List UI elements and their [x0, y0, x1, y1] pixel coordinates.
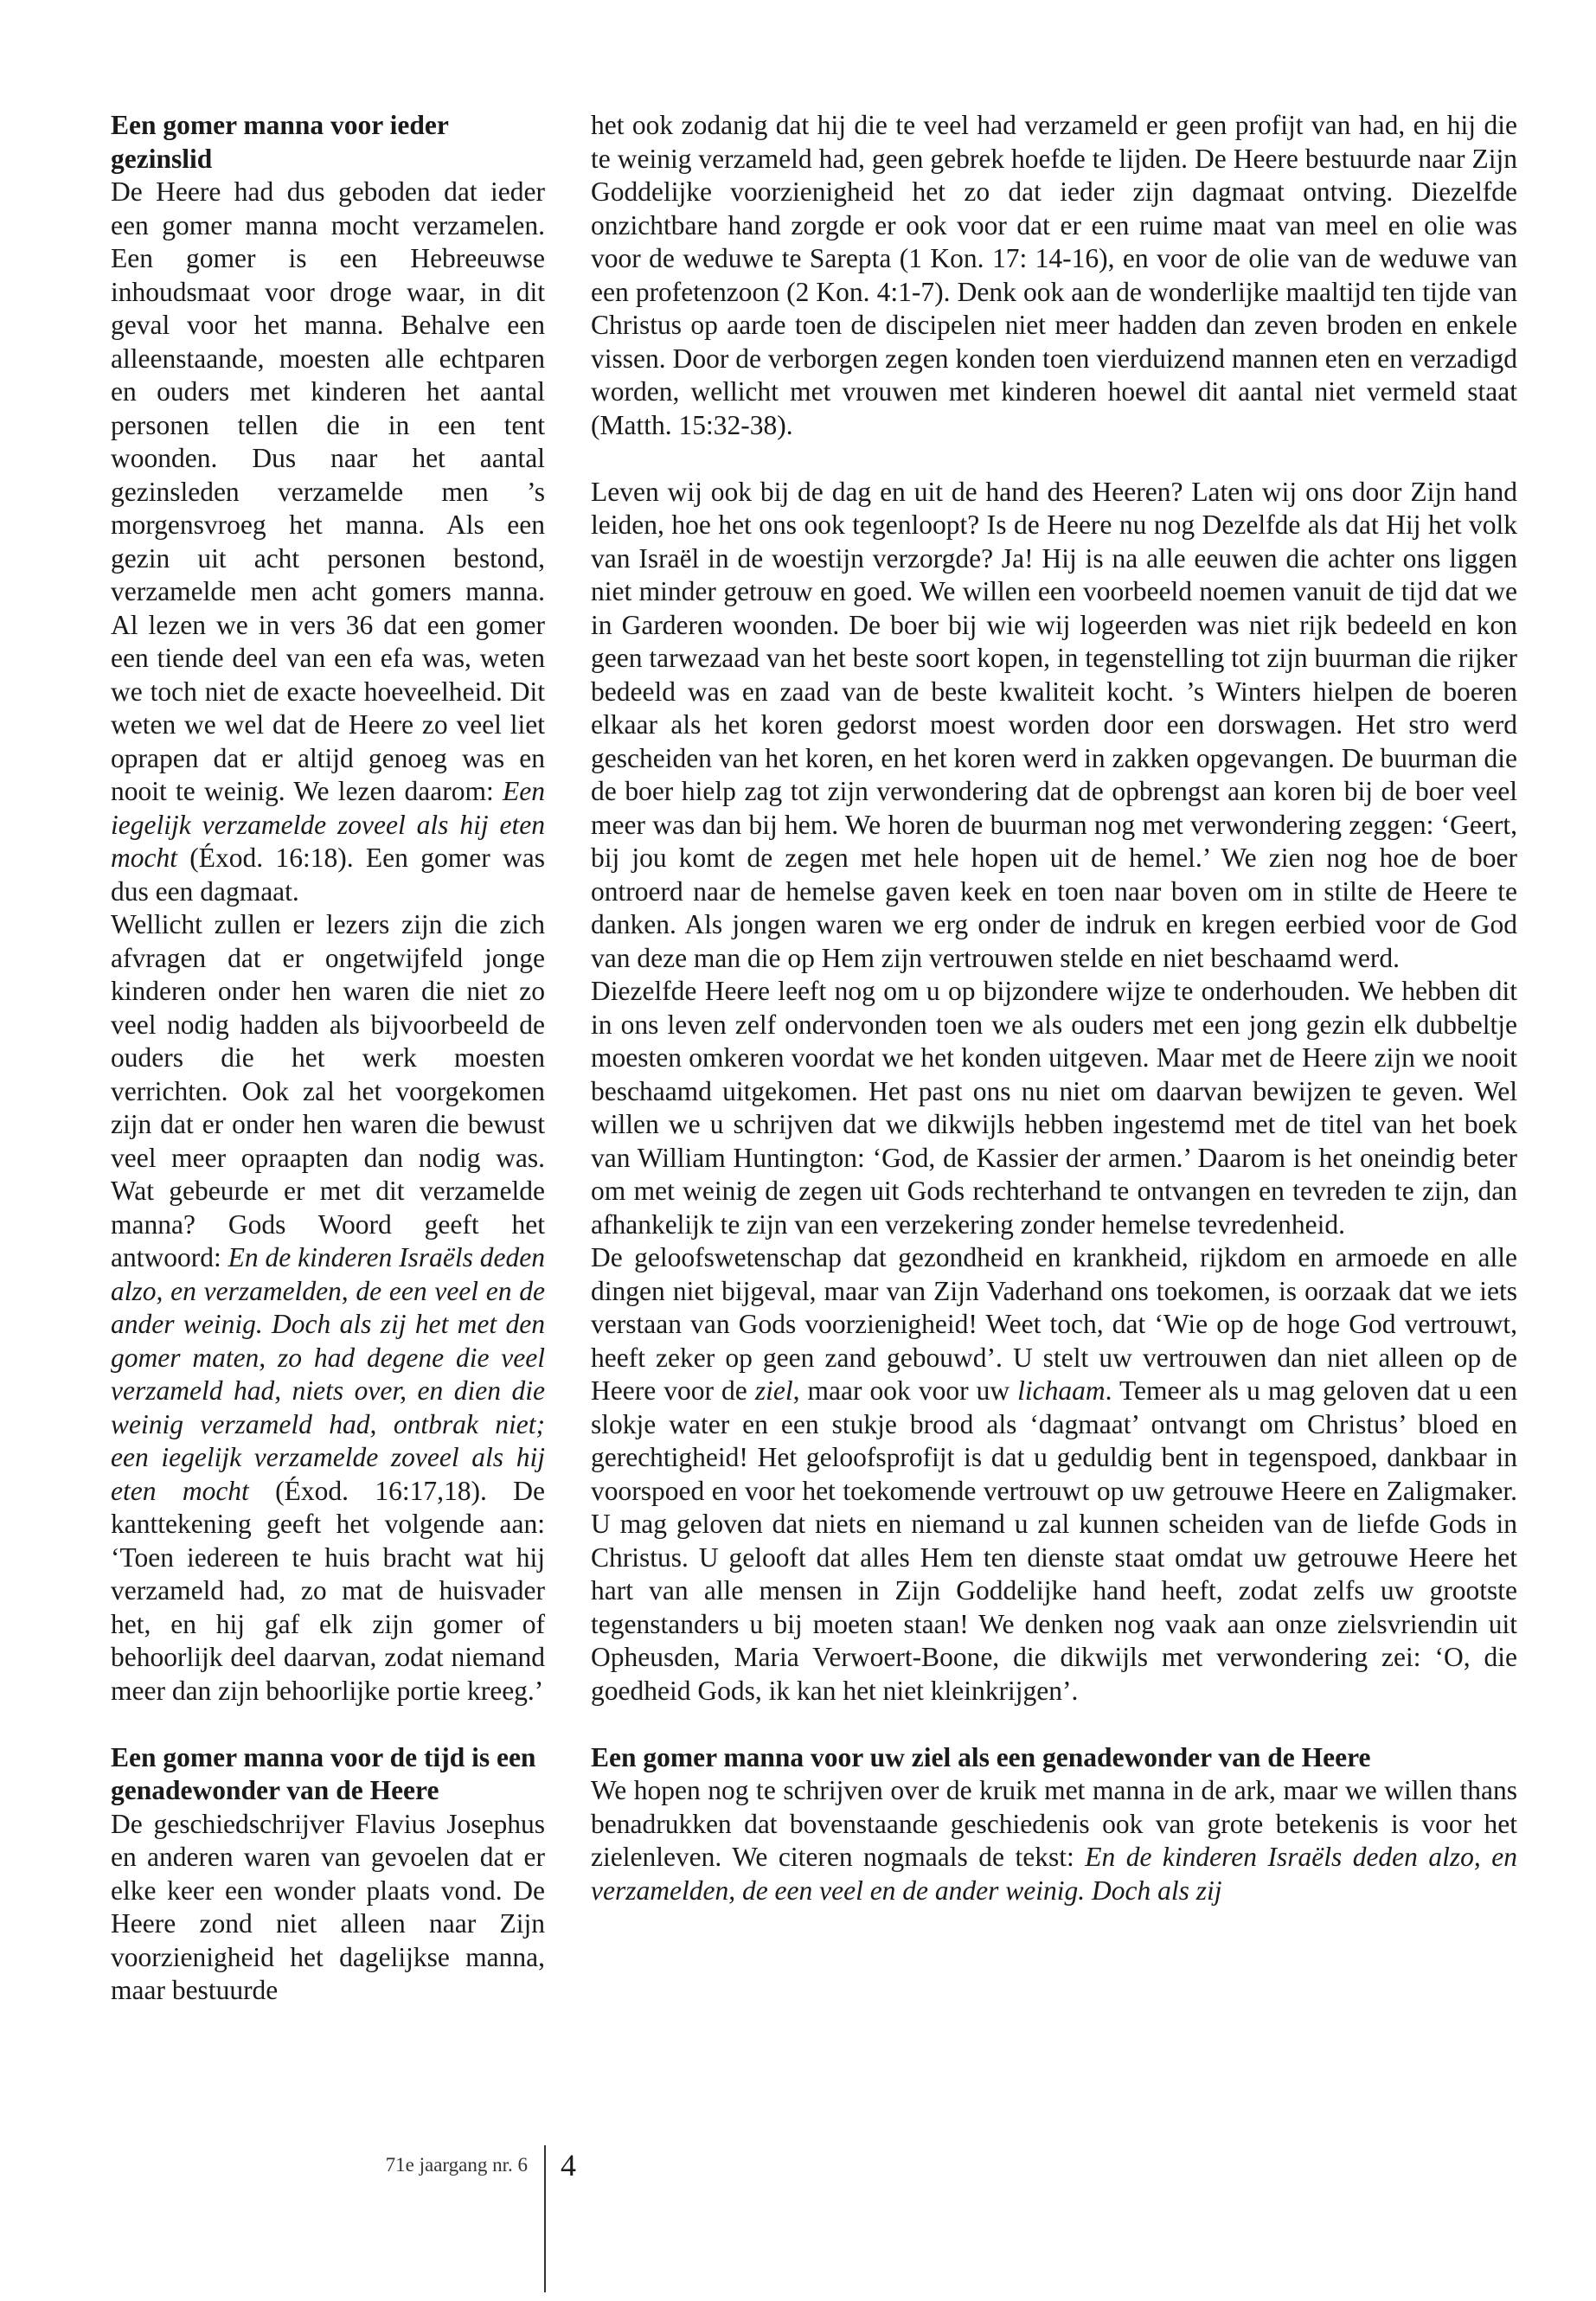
paragraph: het ook zodanig dat hij die te veel had verzameld er geen profijt van had, en hij die te weinig verzameld had, geen gebrek hoefde te lijden. De Heere bestuurde naar Zijn Goddelijke voorzienigheid het zo dat ieder zijn dagmaat ontving. Diezelfde onzichtbare hand zorgde er ook voor dat er een ruime maat van meel en olie was voor de weduwe te Sarepta (1 Kon. 17: 14-16), en voor de olie van de weduwe van een profetenzoon (2 Kon. 4:1-7). Denk ook aan de wonderlijke maaltijd ten tijde van Christus op aarde toen de discipelen niet meer hadden dan zeven broden en enkele vissen. Door de verborgen zegen konden toen vierduizend mannen eten en verzadigd worden, wellicht met vrouwen met kinderen hoewel dit aantal niet vermeld staat (Matth. 15:32-38). [591, 110, 1517, 440]
scripture-quote: Een iegelijk verzamelde zoveel als hij eten mocht [111, 776, 545, 873]
paragraph: We hopen nog te schrijven over de kruik met manna in de ark, maar we willen thans benadrukken dat bovenstaande geschiedenis ook van grote betekenis is voor het zielenleven. We citeren nogmaals de tekst: En de kinderen Israëls deden alzo, en verzamelden, de een veel en de ander weinig. Doch als zij [591, 1775, 1517, 1906]
paragraph: Wellicht zullen er lezers zijn die zich afvragen dat er ongetwijfeld jonge kinderen onder hen waren die niet zo veel nodig hadden als bijvoorbeeld de ouders die het werk moesten verrichten. Ook zal het voorgekomen zijn dat er onder hen waren die bewust veel meer opraapten dan nodig was. Wat gebeurde er met dit verzamelde manna? Gods Woord geeft het antwoord: En de kinderen Israëls deden alzo, en verzamelden, de een veel en de ander weinig. Doch als zij het met den gomer maten, zo had degene die veel verzameld had, niets over, en dien die weinig verzameld had, ontbrak niet; een iegelijk verzamelde zoveel als hij eten mocht (Éxod. 16:17,18). De kanttekening geeft het volgende aan: ‘Toen iedereen te huis bracht wat hij verzameld had, zo mat de huisvader het, en hij gaf elk zijn gomer of behoorlijk deel daarvan, zodat niemand meer dan zijn behoorlijke portie kreeg.’ [111, 909, 545, 1706]
paragraph: De geloofswetenschap dat gezondheid en krankheid, rijkdom en armoede en alle dingen niet bijgeval, maar van Zijn Vaderhand ons toekomen, is oorzaak dat we iets verstaan van Gods voorzienigheid! Weet toch, dat ‘Wie op de hoge God vertrouwt, heeft zeker op geen zand gebouwd’. U stelt uw vertrouwen dan niet alleen op de Heere voor de ziel, maar ook voor uw lichaam. Temeer als u mag geloven dat u een slokje water en een stukje brood als ‘dagmaat’ ontvangt om Christus’ bloed en gerechtigheid! Het geloofsprofijt is dat u geduldig bent in tegenspoed, dankbaar in voorspoed en voor het toekomende vertrouwt op uw getrouwe Heere en Zaligmaker. U mag geloven dat niets en niemand u zal kunnen scheiden van de liefde Gods in Christus. U gelooft dat alles Hem ten dienste staat omdat uw getrouwe Heere het hart van alle mensen in Zijn Goddelijke hand heeft, zodat zelfs uw grootste tegenstanders u bij moeten staan! We denken nog vaak aan onze zielsvriendin uit Opheusden, Maria Verwoert-Boone, die dikwijls met verwondering zei: ‘O, die goedheid Gods, ik kan het niet kleinkrijgen’. [591, 1242, 1518, 1706]
section-heading-gezinslid: Een gomer manna voor ieder gezinslid [111, 110, 449, 174]
page-number: 4 [561, 2148, 576, 2182]
scripture-quote: En de kinderen Israëls deden alzo, en verzamelden, de een veel en de ander weinig. Doch als zij het met den gomer maten, zo had degene die veel verzameld had, niets over, en dien die weinig verzameld had, ontbrak niet; een iegelijk verzamelde zoveel als hij eten mocht [111, 1242, 545, 1506]
section-heading-tijd: Een gomer manna voor de tijd is een genadewonder van de Heere [111, 1741, 536, 1805]
paragraph: Diezelfde Heere leeft nog om u op bijzondere wijze te onderhouden. We hebben dit in ons leven zelf ondervonden toen we als ouders met een jong gezin elk dubbeltje moesten omkeren voordat we het konden uitgeven. Maar met de Heere zijn we nooit beschaamd uitgekomen. Het past ons nu niet om daarvan bewijzen te geven. Wel willen we u schrijven dat we dikwijls hebben ingestemd met de titel van het boek van William Huntington: ‘God, de Kassier der armen.’ Daarom is het oneindig beter om met weinig de zegen uit Gods rechterhand te ontvangen en tevreden te zijn, dan afhankelijk te zijn van een verzekering zonder hemelse tevredenheid. [591, 976, 1517, 1240]
scripture-quote: En de kinderen Israëls deden alzo, en verzamelden, de een veel en de ander weinig. Doch als zij [591, 1842, 1517, 1906]
section-heading-ziel: Een gomer manna voor uw ziel als een genadewonder van de Heere [591, 1741, 1371, 1772]
paragraph: De Heere had dus geboden dat ieder een gomer manna mocht verzamelen. Een gomer is een Hebreeuwse inhoudsmaat voor droge waar, in dit geval voor het manna. Behalve een alleenstaande, moesten alle echtparen en ouders met kinderen het aantal personen tellen die in een tent woonden. Dus naar het aantal gezinsleden verzamelde men ’s morgensvroeg het manna. Als een gezin uit acht personen bestond, verzamelde men acht gomers manna. Al lezen we in vers 36 dat een gomer een tiende deel van een efa was, weten we toch niet de exacte hoeveelheid. Dit weten we wel dat de Heere zo veel liet oprapen dat er altijd genoeg was en nooit te weinig. We lezen daarom: Een iegelijk verzamelde zoveel als hij eten mocht (Éxod. 16:18). Een gomer was dus een dagmaat. [111, 176, 545, 907]
journal-issue: 71e jaargang nr. 6 [385, 2154, 528, 2176]
right-column [591, 109, 1517, 1907]
paragraph: De geschiedschrijver Flavius Josephus en anderen waren van gevoelen dat er elke keer een wonder plaats vond. De Heere zond niet alleen naar Zijn voorzienigheid het dagelijkse manna, maar bestuurde [111, 1808, 545, 2005]
left-column [111, 109, 545, 2008]
footer-divider [544, 2145, 546, 2292]
paragraph: Leven wij ook bij de dag en uit de hand des Heeren? Laten wij ons door Zijn hand leiden, hoe het ons ook tegenloopt? Is de Heere nu nog Dezelfde als dat Hij het volk van Israël in de woestijn verzorgde? Ja! Hij is na alle eeuwen die achter ons liggen niet minder getrouw en goed. We willen een voorbeeld noemen vanuit de tijd dat we in Garderen woonden. De boer bij wie wij logeerden was niet rijk bedeeld en kon geen tarwezaad van het beste soort kopen, in tegenstelling tot zijn buurman die rijker bedeeld was en zaad van de beste kwaliteit kocht. ’s Winters hielpen de boeren elkaar als het koren gedorst moest worden door een dorswagen. Het stro werd gescheiden van het koren, en het koren werd in zakken opgevangen. De buurman die de boer hielp zag tot zijn verwondering dat de opbrengst aan koren bij de boer veel meer was dan bij hem. We horen de buurman nog met verwondering zeggen: ‘Geert, bij jou komt de zegen met hele hopen uit de hemel.’ We zien nog hoe de boer ontroerd naar de hemelse gaven keek en toen naar boven om in stilte de Heere te danken. Als jongen waren we erg onder de indruk en kregen eerbied voor de God van deze man die op Hem zijn vertrouwen stelde en niet beschaamd werd. [591, 476, 1517, 973]
